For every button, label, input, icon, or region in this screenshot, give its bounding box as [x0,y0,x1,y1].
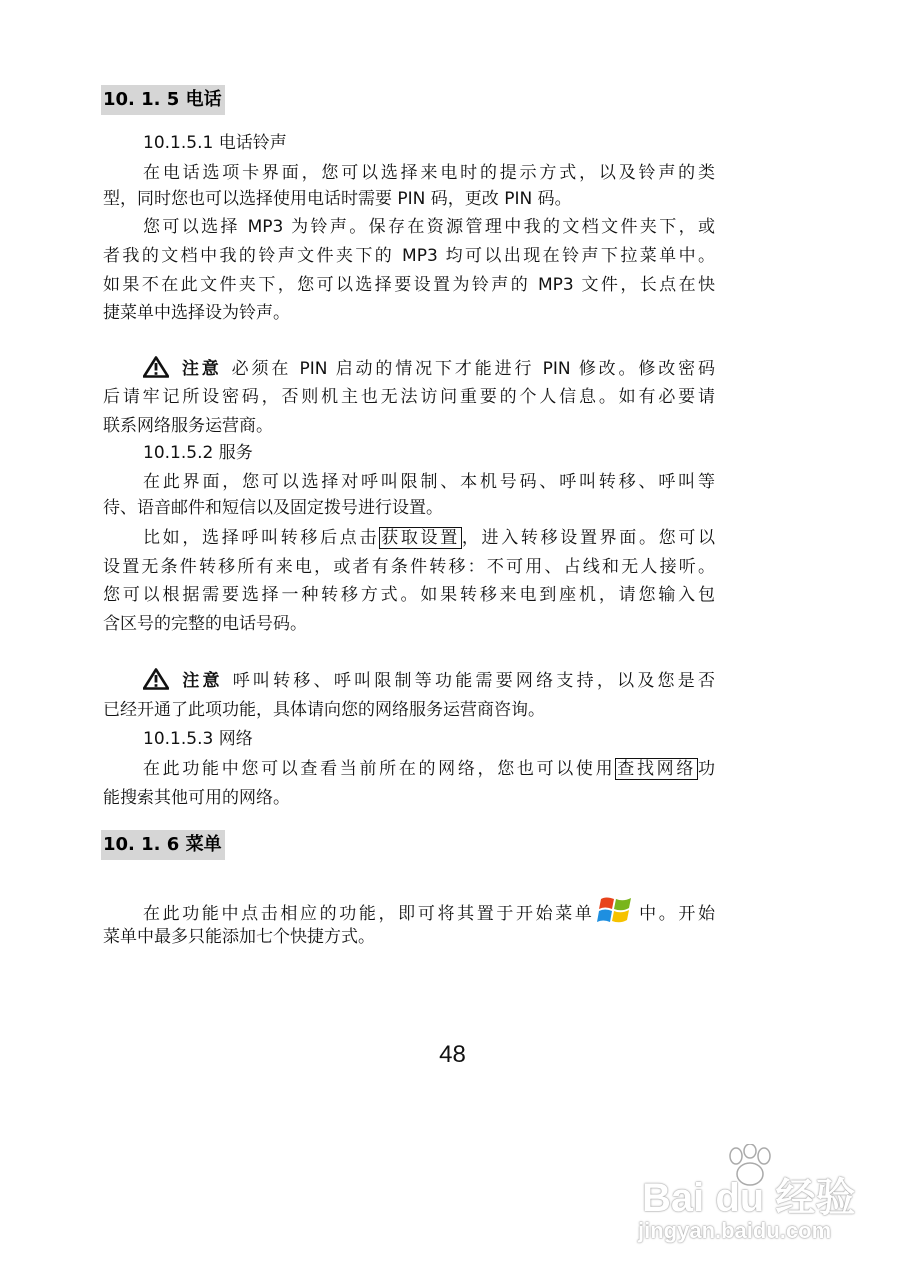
page-number: 48 [439,1041,466,1068]
subsection-title-network: 10.1.5.3 网络 [143,729,253,749]
paragraph-line: 菜单中最多只能添加七个快捷方式。 [103,927,375,947]
paragraph-line: 您可以选择 MP3 为铃声。保存在资源管理中我的文档文件夹下，或 [143,217,715,237]
watermark-brand: Bai du 经验 [642,1176,856,1220]
paragraph-text: 在此功能中您可以查看当前所在的网络，您也可以使用 [143,759,616,779]
note-line: 联系网络服务运营商。 [103,416,273,436]
paragraph-line: 设置无条件转移所有来电，或者有条件转移：不可用、占线和无人接听。 [103,557,715,577]
paragraph-line: 如果不在此文件夹下，您可以选择要设置为铃声的 MP3 文件，长点在快 [103,275,715,295]
paragraph-line [143,893,715,923]
baidu-watermark [636,1158,876,1248]
paragraph-line: 您可以根据需要选择一种转移方式。如果转移来电到座机，请您输入包 [103,585,715,605]
paragraph-text: 中。开始 [636,904,716,924]
paragraph-text: 功 [698,759,716,779]
section-heading-menu: 10. 1. 6 菜单 [101,830,225,860]
note-first-line [143,666,715,696]
paragraph-text: 比如，选择呼叫转移后点击 [143,528,380,548]
paragraph-line [143,523,715,553]
note-text: 呼叫转移、呼叫限制等功能需要网络支持，以及您是否 [232,671,716,691]
paragraph-line: 能搜索其他可用的网络。 [103,788,290,808]
paragraph-line: 捷菜单中选择设为铃声。 [103,303,290,323]
get-settings-button[interactable]: 获取设置 [381,528,460,548]
subsection-title-services: 10.1.5.2 服务 [143,443,253,463]
paragraph-line: 待、语音邮件和短信以及固定拨号进行设置。 [103,498,443,518]
paragraph-line: 者我的文档中我的铃声文件夹下的 MP3 均可以出现在铃声下拉菜单中。 [103,246,715,266]
paragraph-line: 在此界面，您可以选择对呼叫限制、本机号码、呼叫转移、呼叫等 [143,472,715,492]
paragraph-line: 含区号的完整的电话号码。 [103,614,307,634]
find-network-button[interactable]: 查找网络 [617,759,697,779]
paragraph-line: 在电话选项卡界面，您可以选择来电时的提示方式，以及铃声的类 [143,163,715,183]
note-label: 注意 [179,359,222,379]
note-line: 已经开通了此项功能，具体请向您的网络服务运营商咨询。 [103,700,545,720]
paragraph-text: ，进入转移设置界面。您可以 [461,528,716,548]
paragraph-text: 在此功能中点击相应的功能，即可将其置于开始菜单 [143,904,595,924]
note-label: 注意 [179,671,223,691]
paragraph-line [143,754,715,784]
watermark-url: jingyan.baidu.com [638,1218,832,1243]
note-text: 必须在 PIN 启动的情况下才能进行 PIN 修改。修改密码 [231,359,715,379]
subsection-title-ringtone: 10.1.5.1 电话铃声 [143,133,287,153]
section-heading-phone: 10. 1. 5 电话 [101,85,225,115]
note-first-line [143,354,715,384]
paragraph-line: 型，同时您也可以选择使用电话时需要 PIN 码，更改 PIN 码。 [103,189,572,209]
note-line: 后请牢记所设密码，否则机主也无法访问重要的个人信息。如有必要请 [103,387,715,407]
